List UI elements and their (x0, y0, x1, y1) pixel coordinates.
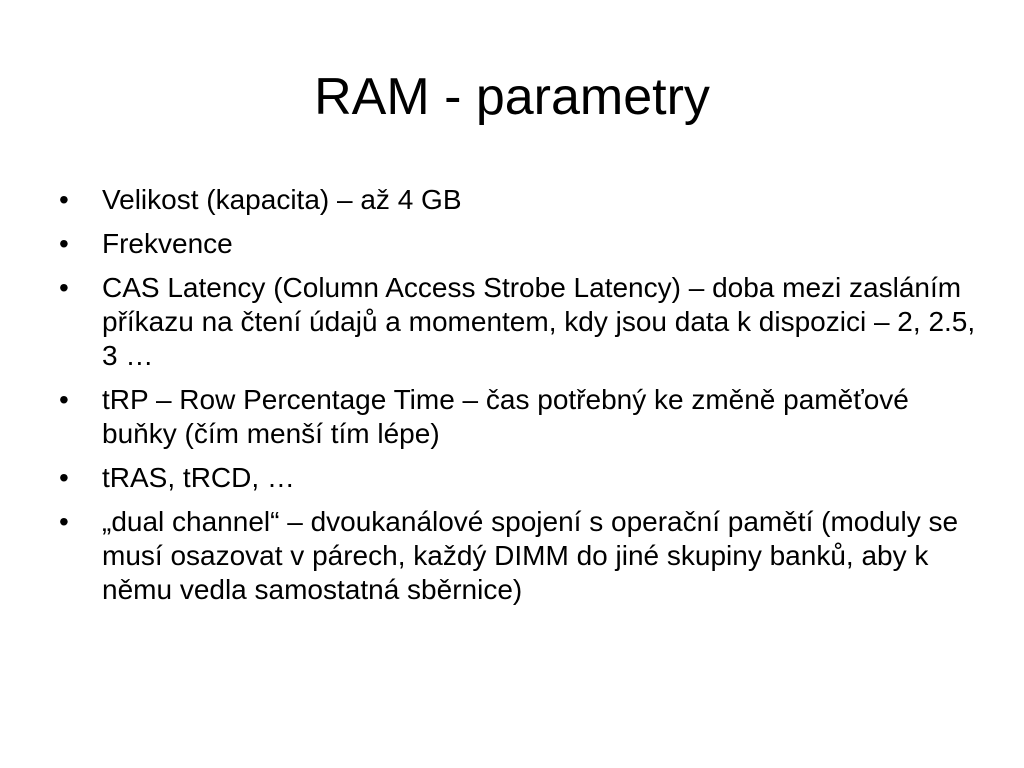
bullet-dot-icon: • (59, 506, 69, 537)
bullet-item-tras-trcd (55, 461, 985, 495)
bullet-text: tRP – Row Percentage Time – čas potřebný ke změně paměťové buňky (čím menší tím lépe) (102, 384, 909, 449)
bullet-item-frequency (55, 227, 985, 261)
bullet-dot-icon: • (59, 228, 69, 259)
bullet-text: „dual channel“ – dvoukanálové spojení s operační pamětí (moduly se musí osazovat v párech, každý DIMM do jiné skupiny banků, aby k němu vedla samostatná sběrnice) (102, 506, 959, 605)
bullet-dot-icon: • (59, 384, 69, 415)
bullet-item-dual-channel (55, 505, 985, 607)
bullet-item-capacity (55, 183, 985, 217)
bullet-dot-icon: • (59, 462, 69, 493)
bullet-item-cas-latency (55, 271, 985, 373)
bullet-text: Velikost (kapacita) – až 4 GB (102, 184, 462, 215)
bullet-item-trp (55, 383, 985, 451)
bullet-text: tRAS, tRCD, … (102, 462, 295, 493)
bullet-list (55, 183, 985, 617)
bullet-dot-icon: • (59, 184, 69, 215)
slide-title: RAM - parametry (314, 68, 710, 126)
bullet-text: CAS Latency (Column Access Strobe Latency) – doba mezi zasláním příkazu na čtení údajů a momentem, kdy jsou data k dispozici – 2, 2.5, 3 … (102, 272, 976, 371)
bullet-text: Frekvence (102, 228, 233, 259)
bullet-dot-icon: • (59, 272, 69, 303)
